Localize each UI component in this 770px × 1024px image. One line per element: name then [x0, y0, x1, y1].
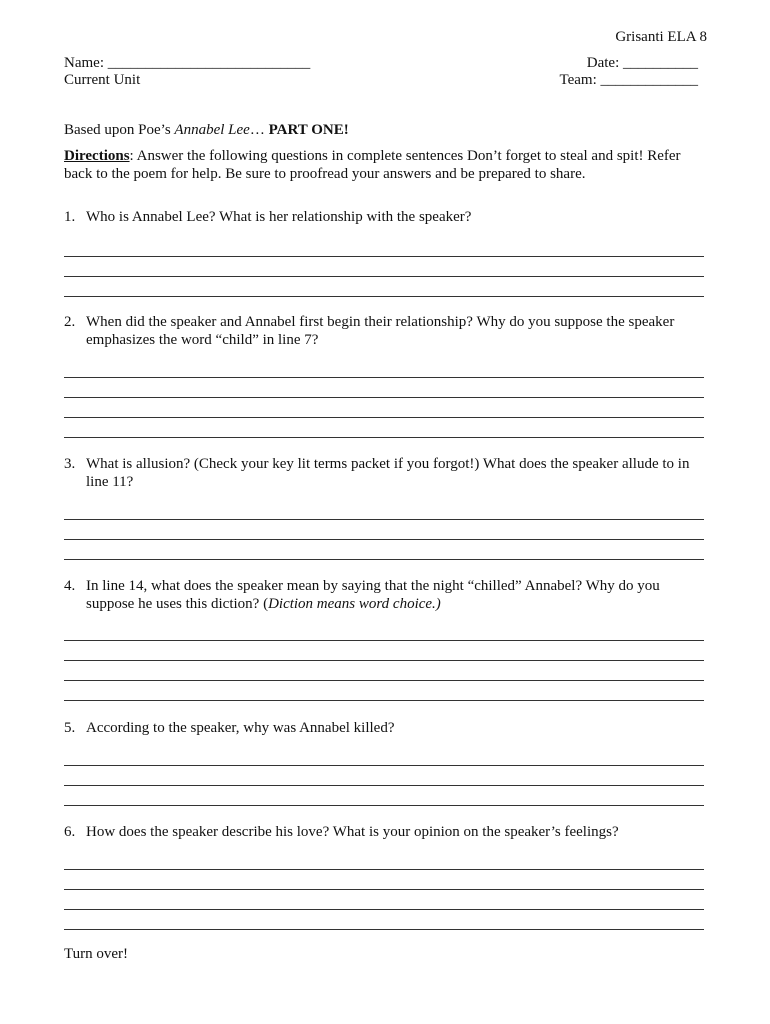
team-field: Team: _____________	[559, 72, 698, 88]
question-text-italic: Diction means word choice.)	[268, 595, 441, 612]
name-field: Name: ___________________________	[64, 55, 311, 71]
question-number: 3.	[64, 456, 76, 472]
answer-line[interactable]	[64, 256, 704, 257]
answer-line[interactable]	[64, 276, 704, 277]
answer-line[interactable]	[64, 805, 704, 806]
answer-line[interactable]	[64, 539, 704, 540]
question-4	[64, 578, 704, 613]
question-number: 1.	[64, 209, 76, 225]
poem-title: Annabel Lee	[174, 122, 250, 138]
answer-line[interactable]	[64, 909, 704, 910]
answer-line[interactable]	[64, 397, 704, 398]
answer-line[interactable]	[64, 559, 704, 560]
question-text-main: In line 14, what does the speaker mean by saying that the night “chilled” Annabel? Why do you suppose he uses this diction? (	[86, 578, 660, 612]
question-text: Who is Annabel Lee? What is her relationship with the speaker?	[86, 209, 472, 225]
answer-line[interactable]	[64, 640, 704, 641]
question-5	[64, 720, 704, 738]
date-field: Date: __________	[586, 55, 698, 71]
unit-label: Current Unit	[64, 72, 141, 88]
question-1	[64, 209, 704, 227]
question-number: 4.	[64, 578, 76, 594]
answer-line[interactable]	[64, 519, 704, 520]
answer-line[interactable]	[64, 785, 704, 786]
answer-line[interactable]	[64, 869, 704, 870]
answer-line[interactable]	[64, 929, 704, 930]
answer-line[interactable]	[64, 296, 704, 297]
turn-over-note: Turn over!	[64, 946, 129, 962]
question-2	[64, 314, 704, 349]
question-6	[64, 824, 704, 842]
directions	[64, 148, 704, 183]
answer-line[interactable]	[64, 889, 704, 890]
question-text: According to the speaker, why was Annabel killed?	[86, 720, 395, 736]
intro-prefix: Based upon Poe’s	[64, 122, 175, 138]
question-text: How does the speaker describe his love? What is your opinion on the speaker’s feelings?	[86, 824, 619, 840]
answer-line[interactable]	[64, 700, 704, 701]
teacher-class-label: Grisanti ELA 8	[615, 29, 707, 45]
question-number: 2.	[64, 314, 76, 330]
question-text	[64, 578, 704, 613]
answer-line[interactable]	[64, 417, 704, 418]
part-label: PART ONE!	[268, 122, 349, 138]
question-number: 6.	[64, 824, 76, 840]
answer-line[interactable]	[64, 680, 704, 681]
intro-ellipsis: …	[249, 122, 269, 138]
question-text: What is allusion? (Check your key lit terms packet if you forgot!) What does the speaker allude to in line 11?	[86, 456, 690, 490]
answer-line[interactable]	[64, 765, 704, 766]
directions-label: Directions	[64, 148, 130, 164]
answer-line[interactable]	[64, 377, 704, 378]
question-number: 5.	[64, 720, 76, 736]
question-3	[64, 456, 704, 491]
answer-line[interactable]	[64, 660, 704, 661]
intro-line	[64, 122, 349, 139]
question-text: When did the speaker and Annabel first begin their relationship? Why do you suppose the speaker emphasizes the word “child” in line 7?	[86, 314, 675, 348]
directions-text: : Answer the following questions in complete sentences Don’t forget to steal and spit! Refer back to the poem for help. Be sure to proofread your answers and be prepared to share.	[64, 148, 681, 182]
answer-line[interactable]	[64, 437, 704, 438]
